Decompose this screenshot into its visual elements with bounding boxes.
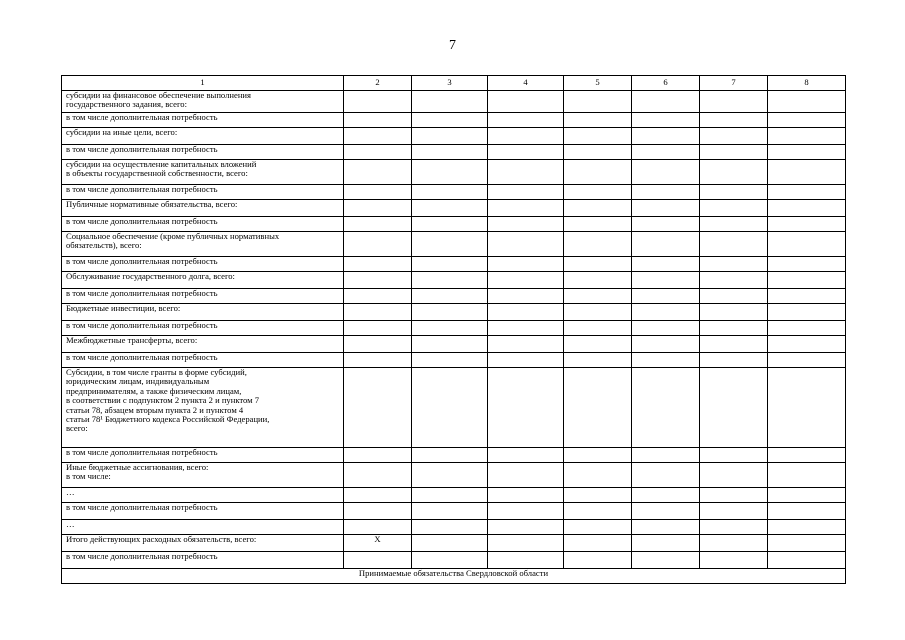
cell-col-6 <box>632 520 700 535</box>
cell-col-8 <box>768 257 846 272</box>
cell-col-7 <box>700 535 768 552</box>
cell-col-2 <box>344 353 412 368</box>
cell-col-5 <box>564 552 632 569</box>
cell-col-6 <box>632 91 700 113</box>
cell-col-3 <box>412 272 488 289</box>
cell-col-2 <box>344 257 412 272</box>
row-label: … <box>62 520 344 535</box>
cell-col-6 <box>632 185 700 200</box>
cell-col-8 <box>768 145 846 160</box>
cell-col-3 <box>412 200 488 217</box>
row-label: субсидии на осуществление капитальных вложений в объекты государственной собственности, всего: <box>62 160 344 185</box>
row-label: Итого действующих расходных обязательств, всего: <box>62 535 344 552</box>
cell-col-7 <box>700 304 768 321</box>
cell-col-3 <box>412 257 488 272</box>
cell-col-6 <box>632 160 700 185</box>
cell-col-7 <box>700 91 768 113</box>
cell-col-7 <box>700 272 768 289</box>
header-row <box>62 76 846 91</box>
cell-col-5 <box>564 353 632 368</box>
cell-col-4 <box>488 463 564 488</box>
row-label: в том числе дополнительная потребность <box>62 321 344 336</box>
cell-col-4 <box>488 448 564 463</box>
table-row <box>62 128 846 145</box>
cell-col-4 <box>488 257 564 272</box>
cell-col-8 <box>768 488 846 503</box>
cell-col-5 <box>564 128 632 145</box>
table-row <box>62 368 846 448</box>
cell-col-3 <box>412 128 488 145</box>
cell-col-4 <box>488 503 564 520</box>
table-row <box>62 552 846 569</box>
table-row <box>62 503 846 520</box>
cell-col-4 <box>488 488 564 503</box>
cell-col-7 <box>700 145 768 160</box>
cell-col-3 <box>412 185 488 200</box>
cell-col-6 <box>632 353 700 368</box>
row-label: в том числе дополнительная потребность <box>62 353 344 368</box>
row-label: в том числе дополнительная потребность <box>62 552 344 569</box>
cell-col-3 <box>412 91 488 113</box>
cell-col-5 <box>564 488 632 503</box>
cell-col-7 <box>700 321 768 336</box>
column-header-6: 6 <box>632 76 700 91</box>
expenditure-table <box>61 75 846 584</box>
cell-col-8 <box>768 113 846 128</box>
cell-col-5 <box>564 520 632 535</box>
row-label: в том числе дополнительная потребность <box>62 113 344 128</box>
cell-col-8 <box>768 128 846 145</box>
cell-col-6 <box>632 289 700 304</box>
table-row <box>62 448 846 463</box>
cell-col-7 <box>700 503 768 520</box>
table-row <box>62 463 846 488</box>
column-header-1: 1 <box>62 76 344 91</box>
cell-col-5 <box>564 113 632 128</box>
cell-col-7 <box>700 128 768 145</box>
cell-col-3 <box>412 232 488 257</box>
cell-col-4 <box>488 232 564 257</box>
column-header-3: 3 <box>412 76 488 91</box>
cell-col-4 <box>488 113 564 128</box>
cell-col-5 <box>564 503 632 520</box>
cell-col-8 <box>768 200 846 217</box>
cell-col-2 <box>344 145 412 160</box>
cell-col-2 <box>344 321 412 336</box>
row-label: в том числе дополнительная потребность <box>62 257 344 272</box>
cell-col-2 <box>344 520 412 535</box>
column-header-5: 5 <box>564 76 632 91</box>
cell-col-5 <box>564 535 632 552</box>
cell-col-8 <box>768 552 846 569</box>
cell-col-6 <box>632 535 700 552</box>
page-number: 7 <box>449 38 456 53</box>
cell-col-6 <box>632 488 700 503</box>
cell-col-2 <box>344 91 412 113</box>
table-row <box>62 272 846 289</box>
cell-col-5 <box>564 463 632 488</box>
cell-col-5 <box>564 272 632 289</box>
cell-col-8 <box>768 217 846 232</box>
row-label: Обслуживание государственного долга, всего: <box>62 272 344 289</box>
cell-col-3 <box>412 488 488 503</box>
cell-col-6 <box>632 232 700 257</box>
cell-col-5 <box>564 321 632 336</box>
cell-col-8 <box>768 91 846 113</box>
cell-col-8 <box>768 160 846 185</box>
row-label: в том числе дополнительная потребность <box>62 217 344 232</box>
cell-col-5 <box>564 217 632 232</box>
cell-col-6 <box>632 113 700 128</box>
cell-col-7 <box>700 217 768 232</box>
cell-col-8 <box>768 336 846 353</box>
cell-col-5 <box>564 448 632 463</box>
row-label: субсидии на иные цели, всего: <box>62 128 344 145</box>
cell-col-7 <box>700 257 768 272</box>
cell-col-2: Х <box>344 535 412 552</box>
row-label: Социальное обеспечение (кроме публичных нормативных обязательств), всего: <box>62 232 344 257</box>
cell-col-2 <box>344 368 412 448</box>
cell-col-3 <box>412 336 488 353</box>
cell-col-5 <box>564 304 632 321</box>
cell-col-4 <box>488 200 564 217</box>
cell-col-5 <box>564 185 632 200</box>
cell-col-2 <box>344 463 412 488</box>
table-row <box>62 257 846 272</box>
cell-col-7 <box>700 368 768 448</box>
cell-col-2 <box>344 488 412 503</box>
column-header-8: 8 <box>768 76 846 91</box>
cell-col-4 <box>488 304 564 321</box>
row-label: Межбюджетные трансферты, всего: <box>62 336 344 353</box>
cell-col-8 <box>768 448 846 463</box>
cell-col-5 <box>564 145 632 160</box>
cell-col-6 <box>632 304 700 321</box>
table-row <box>62 304 846 321</box>
cell-col-8 <box>768 304 846 321</box>
cell-col-7 <box>700 336 768 353</box>
row-label: в том числе дополнительная потребность <box>62 145 344 160</box>
cell-col-5 <box>564 368 632 448</box>
cell-col-4 <box>488 353 564 368</box>
cell-col-7 <box>700 185 768 200</box>
cell-col-3 <box>412 368 488 448</box>
table-row <box>62 160 846 185</box>
cell-col-6 <box>632 128 700 145</box>
cell-col-4 <box>488 289 564 304</box>
cell-col-6 <box>632 463 700 488</box>
footer-row <box>62 569 846 584</box>
cell-col-4 <box>488 321 564 336</box>
cell-col-6 <box>632 336 700 353</box>
cell-col-8 <box>768 463 846 488</box>
cell-col-3 <box>412 535 488 552</box>
cell-col-7 <box>700 552 768 569</box>
cell-col-3 <box>412 503 488 520</box>
table-row <box>62 520 846 535</box>
row-label: в том числе дополнительная потребность <box>62 503 344 520</box>
cell-col-8 <box>768 353 846 368</box>
table-row <box>62 535 846 552</box>
cell-col-8 <box>768 321 846 336</box>
cell-col-3 <box>412 289 488 304</box>
cell-col-5 <box>564 336 632 353</box>
cell-col-2 <box>344 336 412 353</box>
cell-col-8 <box>768 289 846 304</box>
row-label: Субсидии, в том числе гранты в форме субсидий, юридическим лицам, индивидуальным предпринимателям, а также физическим лицам, в соответствии с подпунктом 2 пункта 2 и пунктом 7 статьи 78, абзацем вторым пункта 2 и пунктом 4 статьи 78¹ Бюджетного кодекса Российской Федерации, всего: <box>62 368 344 448</box>
cell-col-2 <box>344 289 412 304</box>
cell-col-8 <box>768 185 846 200</box>
cell-col-8 <box>768 368 846 448</box>
cell-col-7 <box>700 488 768 503</box>
cell-col-5 <box>564 232 632 257</box>
cell-col-4 <box>488 520 564 535</box>
cell-col-2 <box>344 185 412 200</box>
table-row <box>62 145 846 160</box>
cell-col-3 <box>412 160 488 185</box>
cell-col-5 <box>564 160 632 185</box>
cell-col-3 <box>412 463 488 488</box>
row-label: … <box>62 488 344 503</box>
cell-col-6 <box>632 145 700 160</box>
cell-col-5 <box>564 91 632 113</box>
cell-col-2 <box>344 160 412 185</box>
cell-col-6 <box>632 217 700 232</box>
table-row <box>62 353 846 368</box>
footer-row-label: Принимаемые обязательства Свердловской области <box>62 569 846 584</box>
table-row <box>62 91 846 113</box>
row-label: в том числе дополнительная потребность <box>62 289 344 304</box>
table-row <box>62 232 846 257</box>
cell-col-4 <box>488 535 564 552</box>
cell-col-2 <box>344 552 412 569</box>
cell-col-5 <box>564 200 632 217</box>
cell-col-4 <box>488 368 564 448</box>
cell-col-7 <box>700 200 768 217</box>
table-row <box>62 488 846 503</box>
cell-col-2 <box>344 272 412 289</box>
cell-col-4 <box>488 336 564 353</box>
cell-col-4 <box>488 217 564 232</box>
cell-col-3 <box>412 113 488 128</box>
cell-col-6 <box>632 368 700 448</box>
table-row <box>62 200 846 217</box>
cell-col-8 <box>768 520 846 535</box>
table-row <box>62 185 846 200</box>
cell-col-4 <box>488 160 564 185</box>
cell-col-2 <box>344 113 412 128</box>
cell-col-6 <box>632 257 700 272</box>
cell-col-6 <box>632 200 700 217</box>
cell-col-6 <box>632 321 700 336</box>
cell-col-2 <box>344 217 412 232</box>
cell-col-4 <box>488 145 564 160</box>
cell-col-3 <box>412 321 488 336</box>
cell-col-7 <box>700 160 768 185</box>
column-header-2: 2 <box>344 76 412 91</box>
cell-col-3 <box>412 552 488 569</box>
row-label: в том числе дополнительная потребность <box>62 185 344 200</box>
cell-col-2 <box>344 304 412 321</box>
cell-col-2 <box>344 448 412 463</box>
row-label: Бюджетные инвестиции, всего: <box>62 304 344 321</box>
cell-col-6 <box>632 552 700 569</box>
cell-col-8 <box>768 272 846 289</box>
cell-col-7 <box>700 113 768 128</box>
cell-col-6 <box>632 272 700 289</box>
cell-col-8 <box>768 535 846 552</box>
table-row <box>62 321 846 336</box>
cell-col-4 <box>488 91 564 113</box>
cell-col-7 <box>700 448 768 463</box>
cell-col-3 <box>412 520 488 535</box>
cell-col-7 <box>700 232 768 257</box>
row-label: в том числе дополнительная потребность <box>62 448 344 463</box>
cell-col-4 <box>488 272 564 289</box>
row-label: Публичные нормативные обязательства, всего: <box>62 200 344 217</box>
cell-col-5 <box>564 289 632 304</box>
row-label: субсидии на финансовое обеспечение выполнения государственного задания, всего: <box>62 91 344 113</box>
cell-col-8 <box>768 503 846 520</box>
table-row <box>62 289 846 304</box>
table-row <box>62 336 846 353</box>
cell-col-7 <box>700 353 768 368</box>
cell-col-3 <box>412 353 488 368</box>
cell-col-6 <box>632 503 700 520</box>
cell-col-3 <box>412 145 488 160</box>
cell-col-2 <box>344 232 412 257</box>
table-row <box>62 113 846 128</box>
cell-col-2 <box>344 503 412 520</box>
cell-col-4 <box>488 128 564 145</box>
cell-col-2 <box>344 128 412 145</box>
cell-col-3 <box>412 304 488 321</box>
column-header-4: 4 <box>488 76 564 91</box>
cell-col-3 <box>412 448 488 463</box>
cell-col-7 <box>700 463 768 488</box>
table-row <box>62 217 846 232</box>
column-header-7: 7 <box>700 76 768 91</box>
cell-col-3 <box>412 217 488 232</box>
cell-col-2 <box>344 200 412 217</box>
cell-col-4 <box>488 552 564 569</box>
cell-col-5 <box>564 257 632 272</box>
cell-col-7 <box>700 520 768 535</box>
cell-col-4 <box>488 185 564 200</box>
cell-col-8 <box>768 232 846 257</box>
cell-col-7 <box>700 289 768 304</box>
cell-col-6 <box>632 448 700 463</box>
row-label: Иные бюджетные ассигнования, всего: в том числе: <box>62 463 344 488</box>
